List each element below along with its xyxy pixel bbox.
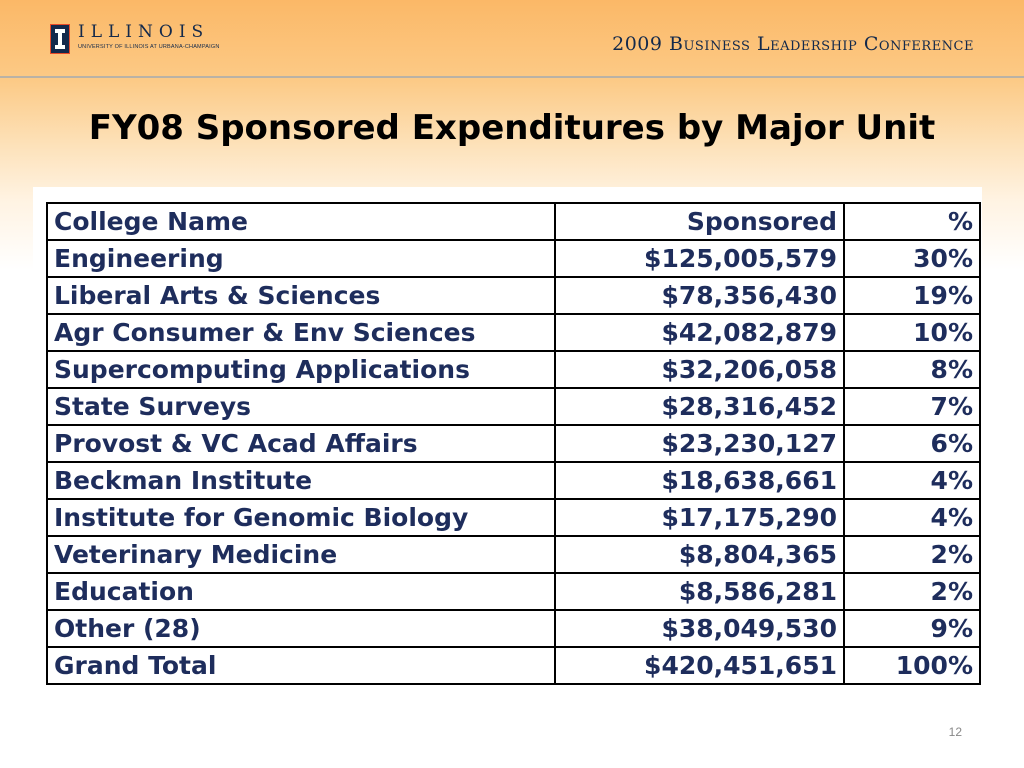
sponsored-amount-cell: $42,082,879 — [555, 314, 844, 351]
college-name-cell: Agr Consumer & Env Sciences — [47, 314, 555, 351]
column-header-college: College Name — [47, 203, 555, 240]
expenditures-table — [46, 202, 981, 685]
sponsored-amount-cell: $38,049,530 — [555, 610, 844, 647]
college-name-cell: Provost & VC Acad Affairs — [47, 425, 555, 462]
table-row — [47, 536, 980, 573]
table-row — [47, 240, 980, 277]
college-name-cell: Education — [47, 573, 555, 610]
slide-title: FY08 Sponsored Expenditures by Major Unit — [88, 108, 936, 148]
sponsored-amount-cell: $17,175,290 — [555, 499, 844, 536]
percent-cell: 2% — [844, 536, 980, 573]
logo-subtext: UNIVERSITY OF ILLINOIS AT URBANA-CHAMPAIGN — [78, 44, 220, 50]
sponsored-amount-cell: $125,005,579 — [555, 240, 844, 277]
percent-cell: 6% — [844, 425, 980, 462]
college-name-cell: Beckman Institute — [47, 462, 555, 499]
column-header-sponsored: Sponsored — [555, 203, 844, 240]
table-row — [47, 462, 980, 499]
percent-cell: 2% — [844, 573, 980, 610]
table-row — [47, 388, 980, 425]
sponsored-amount-cell: $32,206,058 — [555, 351, 844, 388]
table-row — [47, 573, 980, 610]
slide-header — [0, 0, 1024, 78]
table-row — [47, 499, 980, 536]
table-row — [47, 351, 980, 388]
page-number: 12 — [948, 725, 962, 739]
table-row — [47, 314, 980, 351]
table-header-row — [47, 203, 980, 240]
percent-cell: 9% — [844, 610, 980, 647]
sponsored-amount-cell: $78,356,430 — [555, 277, 844, 314]
percent-cell: 8% — [844, 351, 980, 388]
table-row — [47, 277, 980, 314]
college-name-cell: Grand Total — [47, 647, 555, 684]
table-panel — [33, 187, 982, 716]
college-name-cell: Supercomputing Applications — [47, 351, 555, 388]
conference-title: 2009 Business Leadership Conference — [612, 33, 974, 55]
sponsored-amount-cell: $8,804,365 — [555, 536, 844, 573]
sponsored-amount-cell: $420,451,651 — [555, 647, 844, 684]
column-header-percent: % — [844, 203, 980, 240]
sponsored-amount-cell: $23,230,127 — [555, 425, 844, 462]
percent-cell: 10% — [844, 314, 980, 351]
logo-wordmark: ILLINOIS — [78, 22, 210, 42]
percent-cell: 100% — [844, 647, 980, 684]
college-name-cell: Veterinary Medicine — [47, 536, 555, 573]
percent-cell: 4% — [844, 462, 980, 499]
college-name-cell: State Surveys — [47, 388, 555, 425]
table-row — [47, 610, 980, 647]
sponsored-amount-cell: $18,638,661 — [555, 462, 844, 499]
block-i-icon — [50, 24, 70, 54]
percent-cell: 7% — [844, 388, 980, 425]
table-row — [47, 647, 980, 684]
percent-cell: 4% — [844, 499, 980, 536]
college-name-cell: Other (28) — [47, 610, 555, 647]
college-name-cell: Institute for Genomic Biology — [47, 499, 555, 536]
sponsored-amount-cell: $8,586,281 — [555, 573, 844, 610]
college-name-cell: Engineering — [47, 240, 555, 277]
percent-cell: 19% — [844, 277, 980, 314]
percent-cell: 30% — [844, 240, 980, 277]
sponsored-amount-cell: $28,316,452 — [555, 388, 844, 425]
college-name-cell: Liberal Arts & Sciences — [47, 277, 555, 314]
table-row — [47, 425, 980, 462]
